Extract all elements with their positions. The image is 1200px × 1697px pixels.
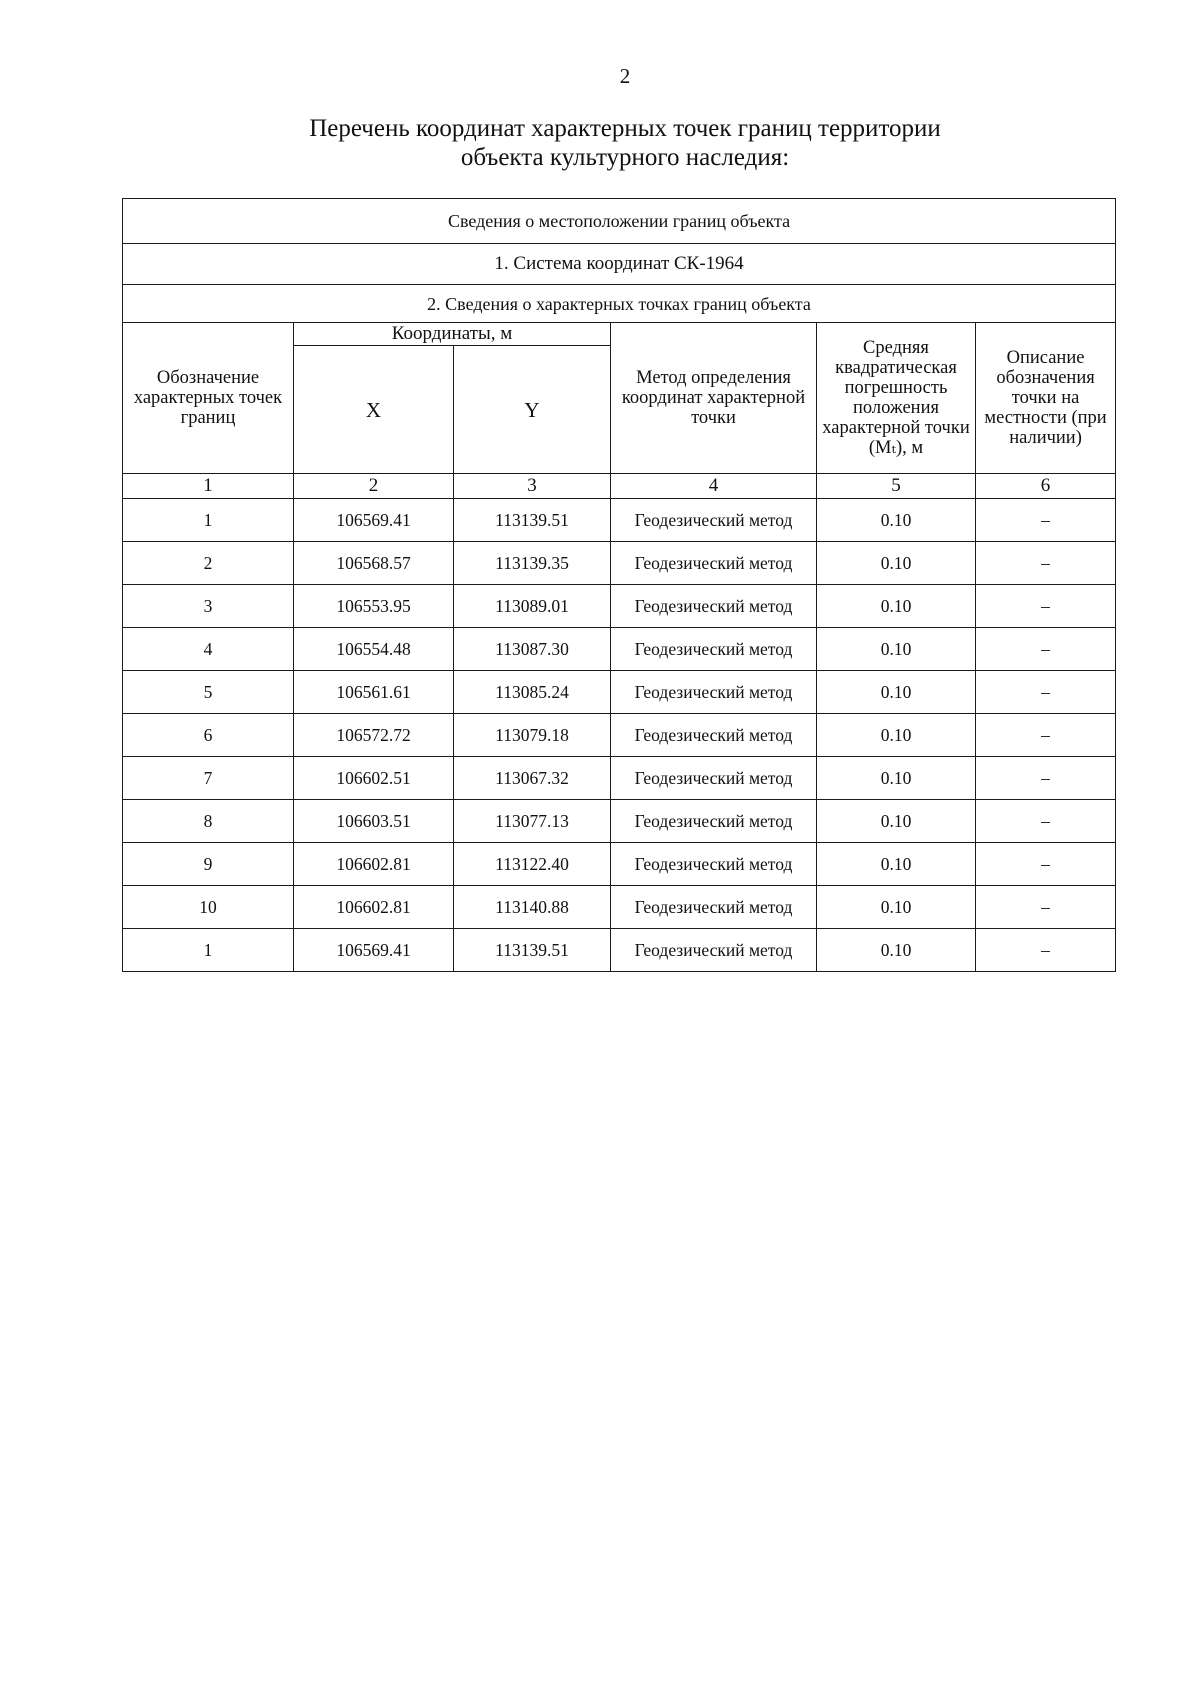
coord-system-label: 1. Система координат СК-1964 <box>123 244 1116 285</box>
method-cell: Геодезический метод <box>611 886 817 929</box>
table-row <box>123 671 1116 714</box>
y-cell: 113139.51 <box>454 499 611 542</box>
accuracy-cell: 0.10 <box>817 800 976 843</box>
column-number: 2 <box>294 474 454 499</box>
table-row <box>123 714 1116 757</box>
table-row <box>123 886 1116 929</box>
column-number: 5 <box>817 474 976 499</box>
y-cell: 113089.01 <box>454 585 611 628</box>
description-cell: – <box>976 585 1116 628</box>
method-cell: Геодезический метод <box>611 843 817 886</box>
accuracy-cell: 0.10 <box>817 714 976 757</box>
description-cell: – <box>976 843 1116 886</box>
accuracy-cell: 0.10 <box>817 843 976 886</box>
header-point-designation: Обозначение характерных точек границ <box>123 323 294 474</box>
method-cell: Геодезический метод <box>611 800 817 843</box>
x-cell: 106569.41 <box>294 499 454 542</box>
y-cell: 113139.35 <box>454 542 611 585</box>
y-cell: 113140.88 <box>454 886 611 929</box>
header-row-1 <box>123 323 1116 346</box>
point-cell: 9 <box>123 843 294 886</box>
y-cell: 113079.18 <box>454 714 611 757</box>
x-cell: 106602.81 <box>294 843 454 886</box>
accuracy-cell: 0.10 <box>817 757 976 800</box>
column-number: 4 <box>611 474 817 499</box>
description-cell: – <box>976 800 1116 843</box>
table-row <box>123 843 1116 886</box>
x-cell: 106602.81 <box>294 886 454 929</box>
table-row <box>123 929 1116 972</box>
description-cell: – <box>976 929 1116 972</box>
x-cell: 106569.41 <box>294 929 454 972</box>
point-cell: 4 <box>123 628 294 671</box>
x-cell: 106603.51 <box>294 800 454 843</box>
header-accuracy: Средняя квадратическая погрешность положения характерной точки (Mₜ), м <box>817 323 976 474</box>
x-cell: 106568.57 <box>294 542 454 585</box>
column-number: 3 <box>454 474 611 499</box>
table-row <box>123 800 1116 843</box>
table-row <box>123 499 1116 542</box>
y-cell: 113087.30 <box>454 628 611 671</box>
page-number: 2 <box>619 64 631 88</box>
point-cell: 2 <box>123 542 294 585</box>
section-header-row <box>123 199 1116 244</box>
accuracy-cell: 0.10 <box>817 542 976 585</box>
method-cell: Геодезический метод <box>611 671 817 714</box>
y-cell: 113085.24 <box>454 671 611 714</box>
header-description: Описание обозначения точки на местности (при наличии) <box>976 323 1116 474</box>
method-cell: Геодезический метод <box>611 929 817 972</box>
y-cell: 113139.51 <box>454 929 611 972</box>
column-number: 6 <box>976 474 1116 499</box>
header-x: X <box>294 346 454 474</box>
x-cell: 106572.72 <box>294 714 454 757</box>
point-cell: 3 <box>123 585 294 628</box>
header-coordinates: Координаты, м <box>294 323 611 346</box>
table-row <box>123 757 1116 800</box>
x-cell: 106561.61 <box>294 671 454 714</box>
table-row <box>123 542 1116 585</box>
column-number-row <box>123 474 1116 499</box>
column-number: 1 <box>123 474 294 499</box>
document-title <box>0 114 1200 172</box>
description-cell: – <box>976 714 1116 757</box>
point-cell: 8 <box>123 800 294 843</box>
method-cell: Геодезический метод <box>611 628 817 671</box>
point-cell: 6 <box>123 714 294 757</box>
coord-system-row <box>123 244 1116 285</box>
accuracy-cell: 0.10 <box>817 628 976 671</box>
accuracy-cell: 0.10 <box>817 929 976 972</box>
section-header: Сведения о местоположении границ объекта <box>123 199 1116 244</box>
description-cell: – <box>976 671 1116 714</box>
method-cell: Геодезический метод <box>611 757 817 800</box>
table-row <box>123 628 1116 671</box>
point-cell: 5 <box>123 671 294 714</box>
point-cell: 1 <box>123 499 294 542</box>
method-cell: Геодезический метод <box>611 542 817 585</box>
accuracy-cell: 0.10 <box>817 585 976 628</box>
point-cell: 1 <box>123 929 294 972</box>
coordinates-table <box>122 198 1116 972</box>
description-cell: – <box>976 886 1116 929</box>
x-cell: 106554.48 <box>294 628 454 671</box>
method-cell: Геодезический метод <box>611 714 817 757</box>
document-title-line-1: Перечень координат характерных точек границ территории <box>309 115 941 142</box>
x-cell: 106553.95 <box>294 585 454 628</box>
description-cell: – <box>976 757 1116 800</box>
points-info-label: 2. Сведения о характерных точках границ объекта <box>123 285 1116 323</box>
method-cell: Геодезический метод <box>611 499 817 542</box>
point-cell: 7 <box>123 757 294 800</box>
y-cell: 113122.40 <box>454 843 611 886</box>
method-cell: Геодезический метод <box>611 585 817 628</box>
header-method: Метод определения координат характерной точки <box>611 323 817 474</box>
accuracy-cell: 0.10 <box>817 499 976 542</box>
y-cell: 113067.32 <box>454 757 611 800</box>
description-cell: – <box>976 628 1116 671</box>
table-row <box>123 585 1116 628</box>
accuracy-cell: 0.10 <box>817 886 976 929</box>
point-cell: 10 <box>123 886 294 929</box>
description-cell: – <box>976 499 1116 542</box>
document-title-line-2: объекта культурного наследия: <box>460 144 790 171</box>
x-cell: 106602.51 <box>294 757 454 800</box>
header-y: Y <box>454 346 611 474</box>
description-cell: – <box>976 542 1116 585</box>
points-info-row <box>123 285 1116 323</box>
y-cell: 113077.13 <box>454 800 611 843</box>
accuracy-cell: 0.10 <box>817 671 976 714</box>
